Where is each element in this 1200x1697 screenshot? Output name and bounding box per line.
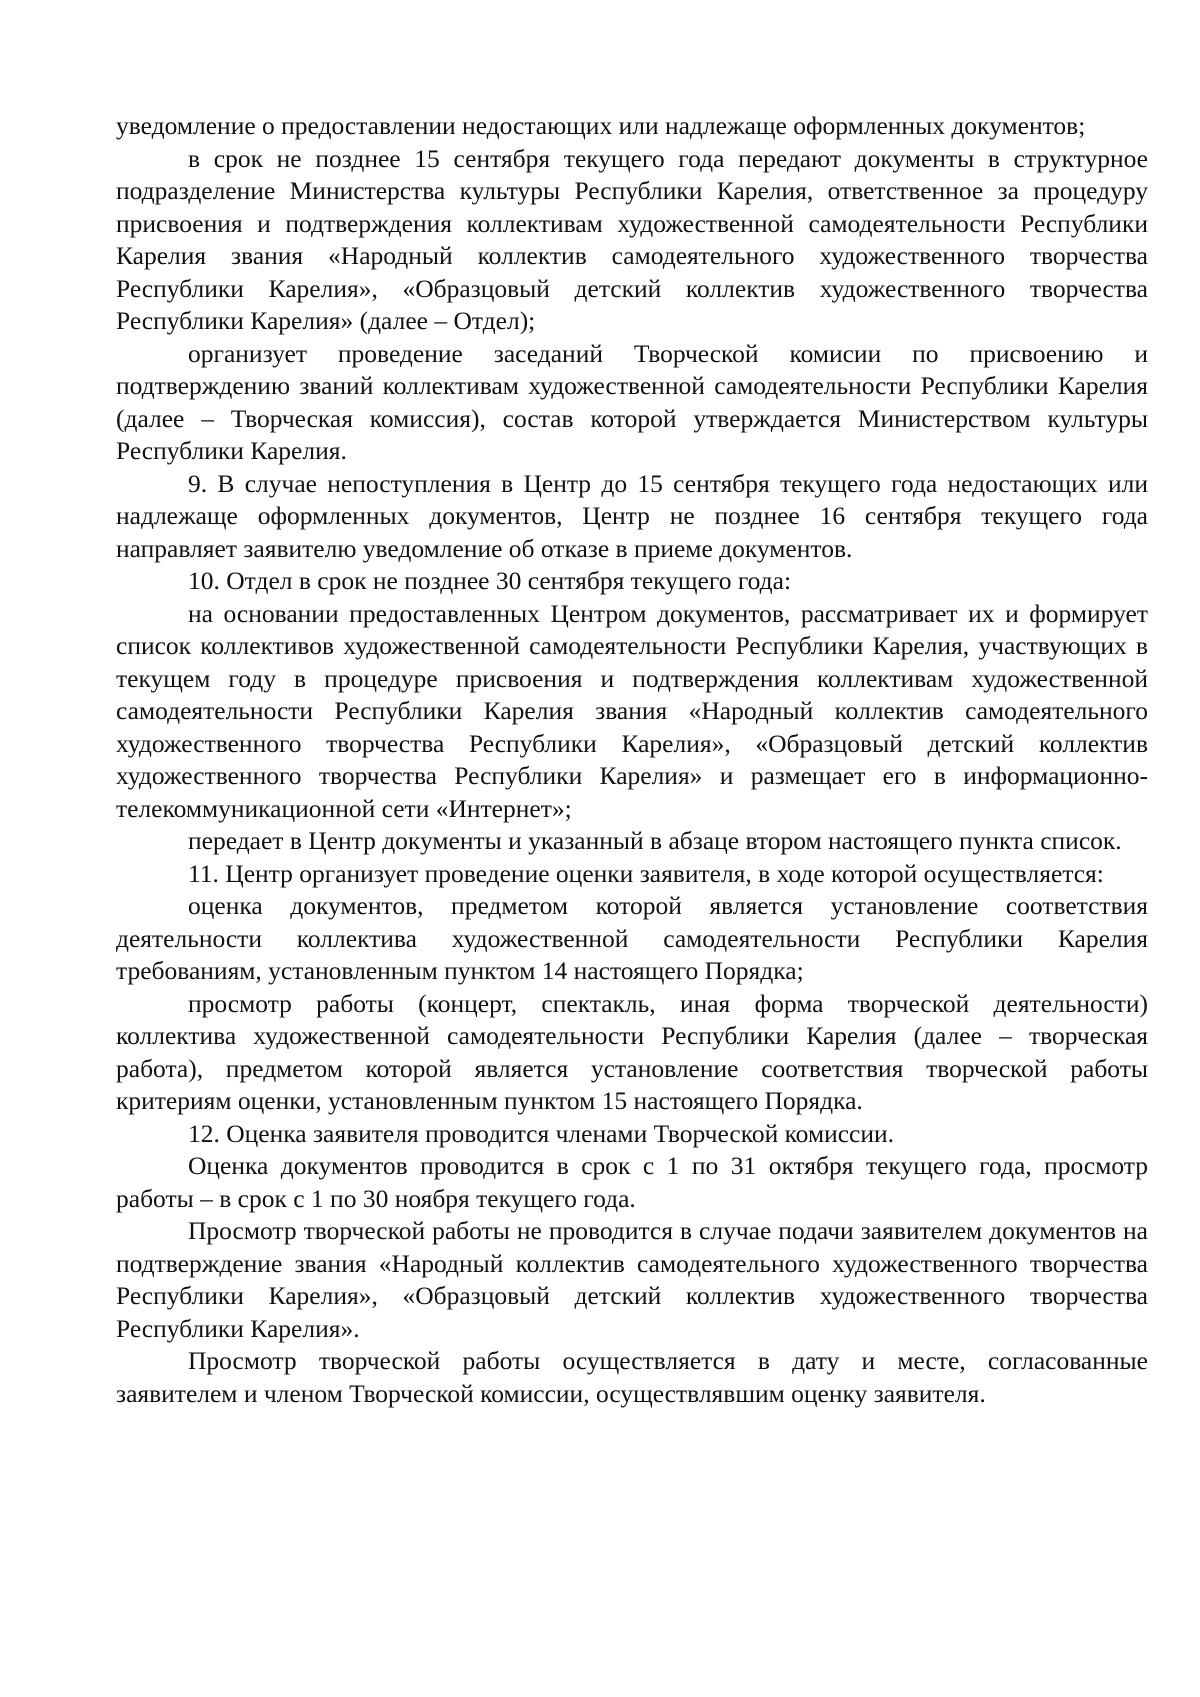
paragraph-clause-10: 10. Отдел в срок не позднее 30 сентября текущего года: bbox=[188, 566, 792, 595]
paragraph-evaluation-dates: Оценка документов проводится в срок с 1 по 31 октября текущего года, просмотр работы – в срок с 1 по 30 ноября текущего года. bbox=[116, 1151, 1148, 1213]
document-page bbox=[116, 110, 1148, 1410]
paragraph-transfer-list: передает в Центр документы и указанный в абзаце втором настоящего пункта список. bbox=[188, 826, 1122, 855]
paragraph-work-review: просмотр работы (концерт, спектакль, иная форма творческой деятельности) коллектива художественной самодеятельности Республики Карелия (далее – творческая работа), предметом которой является установление соответствия творческой работы критериям оценки, установленным пунктом 15 настоящего Порядка. bbox=[116, 988, 1148, 1115]
paragraph-transfer-documents: в срок не позднее 15 сентября текущего года передают документы в структурное подразделение Министерства культуры Республики Карелия, ответственное за процедуру присвоения и подтверждения коллективам художественной самодеятельности Республики Карелия звания «Народный коллектив самодеятельного художественного творчества Республики Карелия», «Образцовый детский коллектив художественного творчества Республики Карелия» (далее – Отдел); bbox=[116, 143, 1148, 335]
paragraph-organize-commission: организует проведение заседаний Творческой комисии по присвоению и подтверждению званий коллективам художественной самодеятельности Республики Карелия (далее – Творческая комиссия), состав которой утверждается Министерством культуры Республики Карелия. bbox=[116, 338, 1148, 465]
paragraph-clause-9: 9. В случае непоступления в Центр до 15 сентября текущего года недостающих или надлежаще оформленных документов, Центр не позднее 16 сентября текущего года направляет заявителю уведомление об отказе в приеме документов. bbox=[116, 468, 1148, 563]
paragraph-notification-documents: уведомление о предоставлении недостающих или надлежаще оформленных документов; bbox=[116, 111, 1086, 140]
paragraph-review-place: Просмотр творческой работы осуществляется в дату и месте, согласованные заявителем и членом Творческой комиссии, осуществлявшим оценку заявителя. bbox=[116, 1346, 1148, 1408]
paragraph-form-list: на основании предоставленных Центром документов, рассматривает их и формирует список коллективов художественной самодеятельности Республики Карелия, участвующих в текущем году в процедуре присвоения и подтверждения коллективам художественной самодеятельности Республики Карелия звания «Народный коллектив самодеятельного художественного творчества Республики Карелия», «Образцовый детский коллектив художественного творчества Республики Карелия» и размещает его в информационно-телекоммуникационной сети «Интернет»; bbox=[116, 598, 1148, 823]
paragraph-clause-12: 12. Оценка заявителя проводится членами Творческой комиссии. bbox=[188, 1118, 895, 1148]
paragraph-clause-11: 11. Центр организует проведение оценки заявителя, в ходе которой осуществляется: bbox=[188, 858, 1104, 888]
paragraph-document-evaluation: оценка документов, предметом которой является установление соответствия деятельности коллектива художественной самодеятельности Республики Карелия требованиям, установленным пунктом 14 настоящего Порядка; bbox=[116, 891, 1148, 985]
paragraph-review-exception: Просмотр творческой работы не проводится в случае подачи заявителем документов на подтверждение звания «Народный коллектив самодеятельного художественного творчества Республики Карелия», «Образцовый детский коллектив художественного творчества Республики Карелия». bbox=[116, 1216, 1148, 1343]
